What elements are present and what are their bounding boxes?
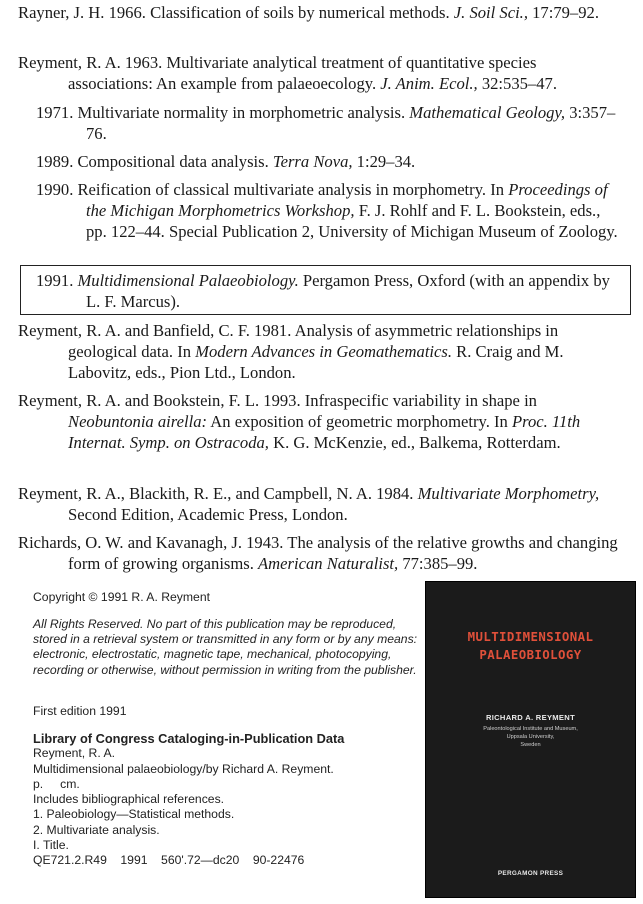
ref-text: 1971. Multivariate normality in morphometric analysis. xyxy=(36,103,410,122)
ref-journal: J. Soil Sci., xyxy=(453,3,528,22)
cover-title-line2: PALAEOBIOLOGY xyxy=(479,647,582,662)
cover-affiliation: Uppsala University, xyxy=(506,734,555,740)
ref-text: F. J. Rohlf and F. L. Bookstein, eds., pp. 122–44. Special Publication 2, University of Michigan Museum of Zoology. xyxy=(86,201,618,241)
rights-statement: All Rights Reserved. No part of this publication may be reproduced, stored in a retrieval system or transmitted in any form or by any means: electronic, electrostatic, magnetic tape, mechanical, photocopying, recording or otherwise, without permission in writing from the publisher. xyxy=(33,617,418,677)
cip-line: Multidimensional palaeobiology/by Richard A. Reyment. xyxy=(33,762,334,776)
ref-text: Reyment, R. A. and Bookstein, F. L. 1993. Infraspecific variability in shape in xyxy=(18,391,537,410)
ref-text: Rayner, J. H. 1966. Classification of soils by numerical methods. xyxy=(18,3,454,22)
ref-text: 1:29–34. xyxy=(352,152,416,171)
ref-text: Reyment, R. A. and Banfield, C. F. 1981. Analysis of asymmetric relationships in geological data. In xyxy=(18,321,559,361)
ref-journal: American Naturalist, xyxy=(258,554,399,573)
cover-affiliation: Paleontological Institute and Museum, xyxy=(483,726,578,732)
reference-reyment-bookstein-1993 xyxy=(18,390,624,453)
cover-title-line1: MULTIDIMENSIONAL xyxy=(467,629,594,644)
reference-reyment-1991 xyxy=(36,270,624,312)
ref-text: An exposition of geometric morphometry. In xyxy=(207,412,512,431)
ref-journal: J. Anim. Ecol., xyxy=(380,74,478,93)
ref-text: Reyment, R. A. 1963. Multivariate analytical treatment of quantitative species associations: An example from palaeoecology. xyxy=(18,53,537,93)
ref-title: Multidimensional Palaeobiology. xyxy=(77,271,299,290)
reference-reyment-blackith-campbell-1984 xyxy=(18,483,624,525)
cover-affiliation: Sweden xyxy=(520,742,541,748)
cover-author: RICHARD A. REYMENT xyxy=(485,713,576,722)
reference-reyment-1990 xyxy=(36,179,624,242)
cip-line: I. Title. xyxy=(33,838,69,852)
ref-text: 1990. Reification of classical multivariate analysis in morphometry. In xyxy=(36,180,509,199)
ref-title: Proceedings of the Michigan Morphometrics Workshop, xyxy=(86,180,608,220)
ref-text: 3:357–76. xyxy=(86,103,616,143)
ref-text: 32:535–47. xyxy=(477,74,557,93)
reference-reyment-1971 xyxy=(36,102,624,144)
reference-reyment-1989 xyxy=(36,151,624,172)
book-cover xyxy=(425,581,636,898)
cip-heading: Library of Congress Cataloging-in-Publication Data xyxy=(33,731,345,746)
ref-text: 77:385–99. xyxy=(398,554,478,573)
ref-text: K. G. McKenzie, ed., Balkema, Rotterdam. xyxy=(268,433,561,452)
reference-reyment-banfield-1981 xyxy=(18,320,624,383)
ref-text: Pergamon Press, Oxford (with an appendix by L. F. Marcus). xyxy=(86,271,610,311)
ref-text: Second Edition, Academic Press, London. xyxy=(68,505,348,524)
ref-title: Multivariate Morphometry, xyxy=(417,484,600,503)
edition-line: First edition 1991 xyxy=(33,704,127,718)
ref-title: Proc. 11th Internat. Symp. on Ostracoda, xyxy=(68,412,581,452)
cover-publisher: PERGAMON PRESS xyxy=(497,870,564,877)
cip-classification: QE721.2.R49 1991 560'.72—dc20 90-22476 xyxy=(33,853,305,867)
ref-journal: Mathematical Geology, xyxy=(409,103,566,122)
ref-text: 17:79–92. xyxy=(527,3,599,22)
ref-text: Reyment, R. A., Blackith, R. E., and Campbell, N. A. 1984. xyxy=(18,484,418,503)
ref-journal: Terra Nova, xyxy=(272,152,353,171)
cip-line: 1. Paleobiology—Statistical methods. xyxy=(33,807,235,821)
reference-reyment-1963 xyxy=(18,52,624,94)
ref-text: 1991. xyxy=(36,271,78,290)
reference-richards-kavanagh-1943 xyxy=(18,532,624,574)
cip-line: p. cm. xyxy=(33,777,80,791)
ref-text: Richards, O. W. and Kavanagh, J. 1943. The analysis of the relative growths and changing form of growing organisms. xyxy=(18,533,618,573)
ref-species: Neobuntonia airella: xyxy=(68,412,208,431)
ref-text: R. Craig and M. Labovitz, eds., Pion Ltd., London. xyxy=(68,342,564,382)
ref-text: 1989. Compositional data analysis. xyxy=(36,152,273,171)
reference-rayner-1966 xyxy=(18,2,624,23)
cip-line: 2. Multivariate analysis. xyxy=(33,823,160,837)
cip-line: Includes bibliographical references. xyxy=(33,792,225,806)
cip-line: Reyment, R. A. xyxy=(33,746,115,760)
copyright-line: Copyright © 1991 R. A. Reyment xyxy=(33,590,210,604)
ref-title: Modern Advances in Geomathematics. xyxy=(195,342,453,361)
